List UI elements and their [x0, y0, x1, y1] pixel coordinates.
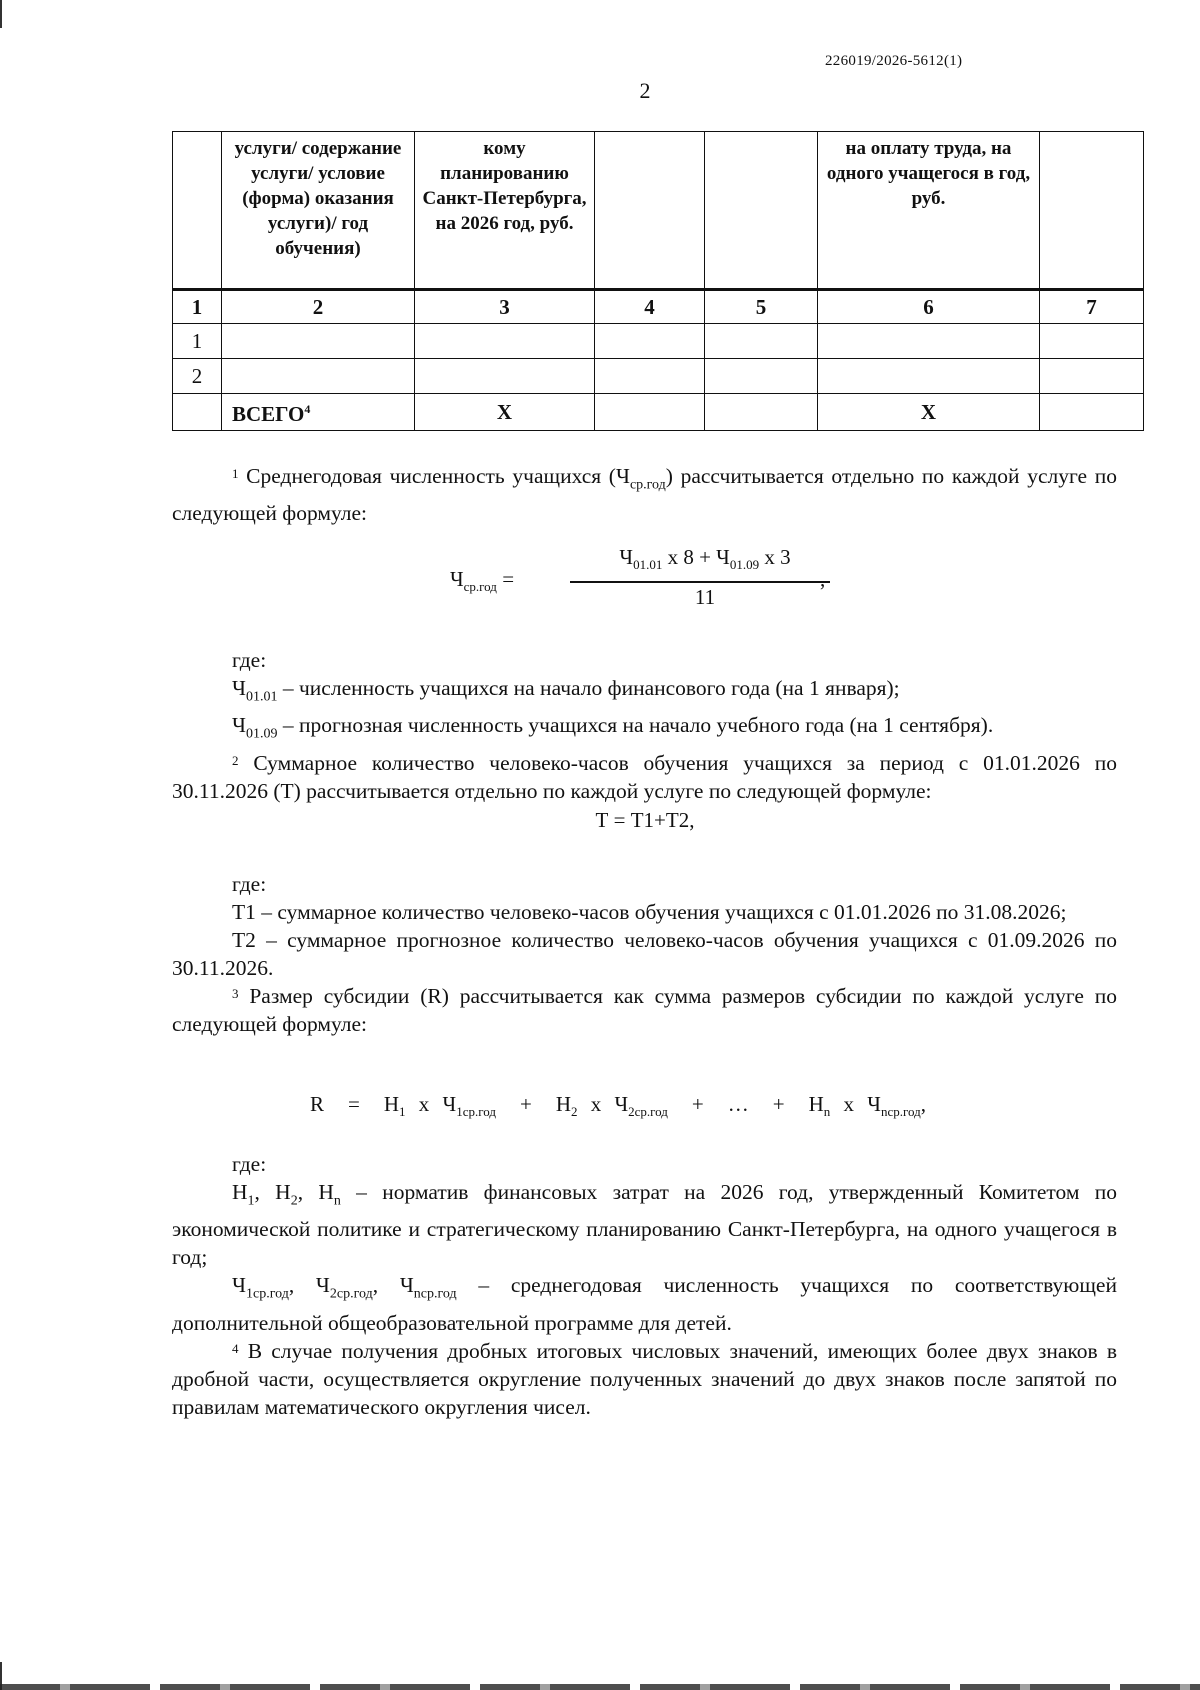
header-cell: кому планированию Санкт-Петербурга, на 2026 год, руб. [415, 132, 595, 290]
table-cell [705, 359, 818, 394]
formula-comma: , [820, 567, 826, 591]
table-cell [818, 359, 1040, 394]
header-cell [595, 132, 705, 290]
where-label: где: [232, 648, 267, 672]
definition-line: $Ч_{1ср.год}$, $Ч_{2ср.год}$, $Ч_{nср.год}$ – среднегодовая численность учащихся по соответствующей дополнительной общеобразовательной программе для детей. [172, 1273, 1117, 1335]
where-label: где: [232, 1152, 267, 1176]
header-cell [173, 132, 222, 290]
total-label: ВСЕГО$^4$ [222, 394, 415, 431]
table-cell [222, 324, 415, 359]
total-col3: Х [415, 394, 595, 431]
total-row [173, 394, 1144, 431]
column-number: 6 [818, 290, 1040, 324]
page-number: 2 [639, 78, 651, 103]
table-cell [415, 359, 595, 394]
footnote-3: $^3$ Размер субсидии (R) рассчитывается как сумма размеров субсидии по каждой услуге по следующей формуле: [172, 984, 1117, 1036]
table-cell [222, 359, 415, 394]
where-block-1 [172, 646, 1117, 805]
table-cell [705, 324, 818, 359]
formula-lhs: $Ч_{ср.год}$ = [450, 567, 515, 595]
table-cell [1040, 394, 1144, 431]
table-cell [173, 394, 222, 431]
table-cell [1040, 324, 1144, 359]
formula-denominator: 11 [694, 585, 716, 609]
formula-numerator: $Ч_{01.01}$ х $8 + Ч_{01.09}$ х 3 [619, 545, 791, 573]
table-cell [705, 394, 818, 431]
subsidy-table [172, 131, 1144, 431]
column-numbers-row [173, 290, 1144, 324]
table-cell: 2 [173, 359, 222, 394]
fraction-bar [570, 581, 830, 583]
table-row [173, 324, 1144, 359]
where-block-2 [172, 870, 1117, 1038]
table-cell [415, 324, 595, 359]
column-number: 1 [173, 290, 222, 324]
table-cell: 1 [173, 324, 222, 359]
definition-line: Т2 – суммарное прогнозное количество человеко-часов обучения учащихся с 01.09.2026 по 30.11.2026. [172, 928, 1117, 980]
column-number: 3 [415, 290, 595, 324]
table-header-row [173, 132, 1144, 290]
definition-line: $Н_1$, $Н_2$, $Н_n$ – норматив финансовых затрат на 2026 год, утвержденный Комитетом по экономической политике и стратегическому планированию Санкт-Петербурга, на одного учащегося в год; [172, 1180, 1118, 1270]
footnote-2: $^2$ Суммарное количество человеко-часов обучения учащихся за период с 01.01.2026 по 30.11.2026 (Т) рассчитывается отдельно по каждой услуге по следующей формуле: [172, 750, 1117, 803]
header-cell [705, 132, 818, 290]
table-cell [595, 394, 705, 431]
table-cell [595, 359, 705, 394]
footnote-mark: 4 [304, 402, 311, 416]
formula-subsidy: $R = Н_1$ х $Ч_{1ср.год} + Н_2$ х $Ч_{2ср.год}$ + … + $Н_n$ х $Ч_{nср.год}$, [310, 1092, 926, 1120]
scan-edge-top [0, 0, 2, 28]
header-cell: на оплату труда, на одного учащегося в год, руб. [818, 132, 1040, 290]
header-cell [1040, 132, 1144, 290]
where-label: где: [232, 872, 267, 896]
column-number: 5 [705, 290, 818, 324]
document-id: 226019/2026-5612(1) [825, 53, 963, 69]
footnote-1: $^1$ Среднегодовая численность учащихся $(Ч_{ср.год})$ рассчитывается отдельно по каждой услуге по следующей формуле: [172, 464, 1117, 526]
table-cell [595, 324, 705, 359]
column-number: 7 [1040, 290, 1144, 324]
column-number: 4 [595, 290, 705, 324]
definition-line: $Ч_{01.01}$ – численность учащихся на начало финансового года (на 1 января); [232, 676, 900, 705]
footnote-4: $^4$ В случае получения дробных итоговых числовых значений, имеющих более двух знаков в дробной части, осуществляется округление полученных значений до двух знаков после запятой по правилам математического округления чисел. [172, 1338, 1117, 1419]
total-col6: Х [818, 394, 1040, 431]
column-number: 2 [222, 290, 415, 324]
definition-line: Т1 – суммарное количество человеко-часов обучения учащихся с 01.01.2026 по 31.08.2026; [232, 900, 1067, 924]
formula-total-hours: Т = Т1+Т2, [595, 808, 695, 832]
header-cell: услуги/ содержание услуги/ условие (форма) оказания услуги)/ год обучения) [222, 132, 415, 290]
formula-average-count [450, 545, 850, 615]
where-block-3 [172, 1150, 1117, 1421]
table-cell [1040, 359, 1144, 394]
table-cell [818, 324, 1040, 359]
scan-bottom-strip [0, 1684, 1200, 1690]
definition-line: $Ч_{01.09}$ – прогнозная численность учащихся на начало учебного года (на 1 сентября). [232, 713, 994, 742]
table-row [173, 359, 1144, 394]
